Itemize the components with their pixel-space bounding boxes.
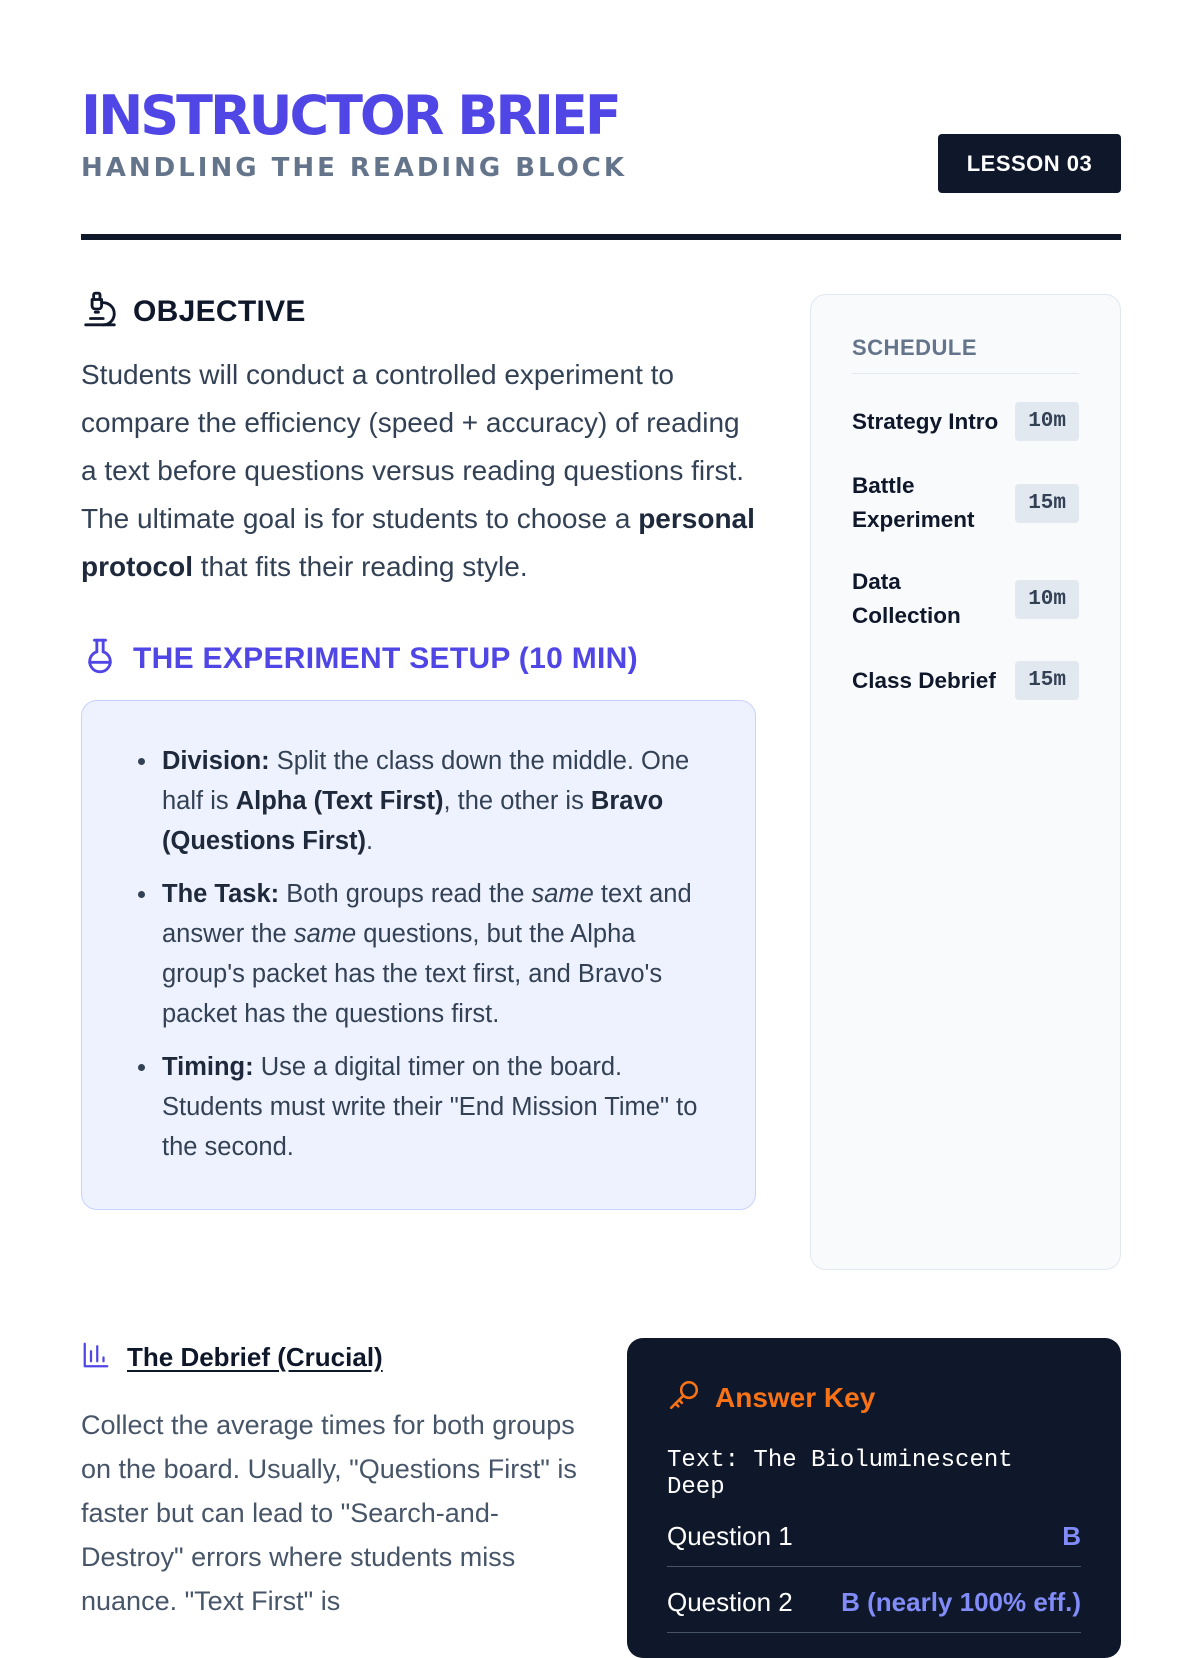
list-item-text: questions, but the Alpha group's packet has the text first, and Bravo's packet has the questions first. (162, 920, 663, 1028)
answer-value: B (nearly 100% eff.) (841, 1587, 1081, 1617)
objective-heading (81, 290, 756, 333)
setup-box (81, 700, 756, 1210)
schedule-item-duration: 15m (1015, 484, 1079, 523)
schedule-item-name: Battle Experiment (852, 473, 975, 532)
debrief-heading-label: The Debrief (Crucial) (127, 1342, 383, 1372)
bar-chart-icon (81, 1340, 111, 1375)
schedule-item-name: Data Collection (852, 569, 961, 628)
objective-text (81, 351, 756, 591)
answer-row (667, 1573, 1081, 1633)
header-divider (81, 234, 1121, 240)
main-column (81, 290, 756, 1210)
answer-question: Question 1 (667, 1521, 793, 1551)
list-item-bold: Bravo (Questions First) (162, 787, 664, 855)
schedule-panel (810, 294, 1121, 1270)
schedule-row (852, 469, 1079, 537)
objective-text-part: Students will conduct a controlled experiment to compare the efficiency (speed + accuracy) of reading a text before questions versus reading questions first. The ultimate goal is for students to choose a (81, 359, 745, 534)
list-item-term: The Task: (162, 880, 280, 908)
list-item-italic: same (293, 920, 357, 948)
list-item-text: . (366, 827, 374, 855)
objective-text-part: that fits their reading style. (193, 551, 528, 582)
schedule-row (852, 565, 1079, 633)
list-item (136, 874, 715, 1034)
answer-key-heading-label: Answer Key (715, 1381, 876, 1413)
schedule-item-name: Class Debrief (852, 667, 996, 693)
list-item-italic: same (531, 880, 594, 908)
answer-key-heading (667, 1378, 1081, 1417)
list-item-text: , the other is (443, 787, 591, 815)
setup-heading (81, 637, 756, 680)
answer-key-text-label: Text: The Bioluminescent Deep (667, 1447, 1013, 1501)
schedule-item-duration: 10m (1015, 402, 1079, 441)
key-icon (667, 1378, 701, 1417)
setup-heading-label: THE EXPERIMENT SETUP (10 MIN) (133, 641, 638, 675)
schedule-item-duration: 10m (1015, 580, 1079, 619)
lesson-badge: LESSON 03 (938, 134, 1121, 193)
answer-value: B (1062, 1521, 1081, 1551)
setup-list (136, 741, 715, 1167)
flask-icon (81, 637, 119, 680)
schedule-item-duration: 15m (1015, 661, 1079, 700)
list-item-text: text and answer the (162, 880, 692, 948)
list-item (136, 1047, 715, 1167)
objective-text-bold: personal protocol (81, 503, 755, 582)
page-header (81, 84, 1121, 244)
debrief-section (81, 1340, 581, 1623)
list-item-text: Use a digital timer on the board. Students must write their "End Mission Time" to the second. (162, 1053, 698, 1161)
page-subtitle: HANDLING THE READING BLOCK (81, 153, 628, 183)
debrief-heading (81, 1340, 581, 1375)
page-title: INSTRUCTOR BRIEF (81, 84, 619, 147)
schedule-title: SCHEDULE (852, 335, 1079, 374)
list-item-text: Both groups read the (279, 880, 532, 908)
objective-heading-label: OBJECTIVE (133, 294, 306, 328)
list-item-bold: Alpha (Text First) (235, 787, 444, 815)
debrief-text: Collect the average times for both groups on the board. Usually, "Questions First" is faster but can lead to "Search-and-Destroy" errors where students miss nuance. "Text First" is (81, 1410, 577, 1616)
answer-row (667, 1507, 1081, 1567)
microscope-icon (81, 290, 119, 333)
answer-question: Question 2 (667, 1587, 793, 1617)
schedule-row (852, 402, 1079, 441)
answer-key-panel (627, 1338, 1121, 1658)
list-item-term: Division: (162, 747, 270, 775)
list-item-term: Timing: (162, 1053, 254, 1081)
schedule-row (852, 661, 1079, 700)
list-item (136, 741, 715, 861)
schedule-item-name: Strategy Intro (852, 408, 999, 434)
list-item-text: Split the class down the middle. One half is (162, 747, 690, 815)
